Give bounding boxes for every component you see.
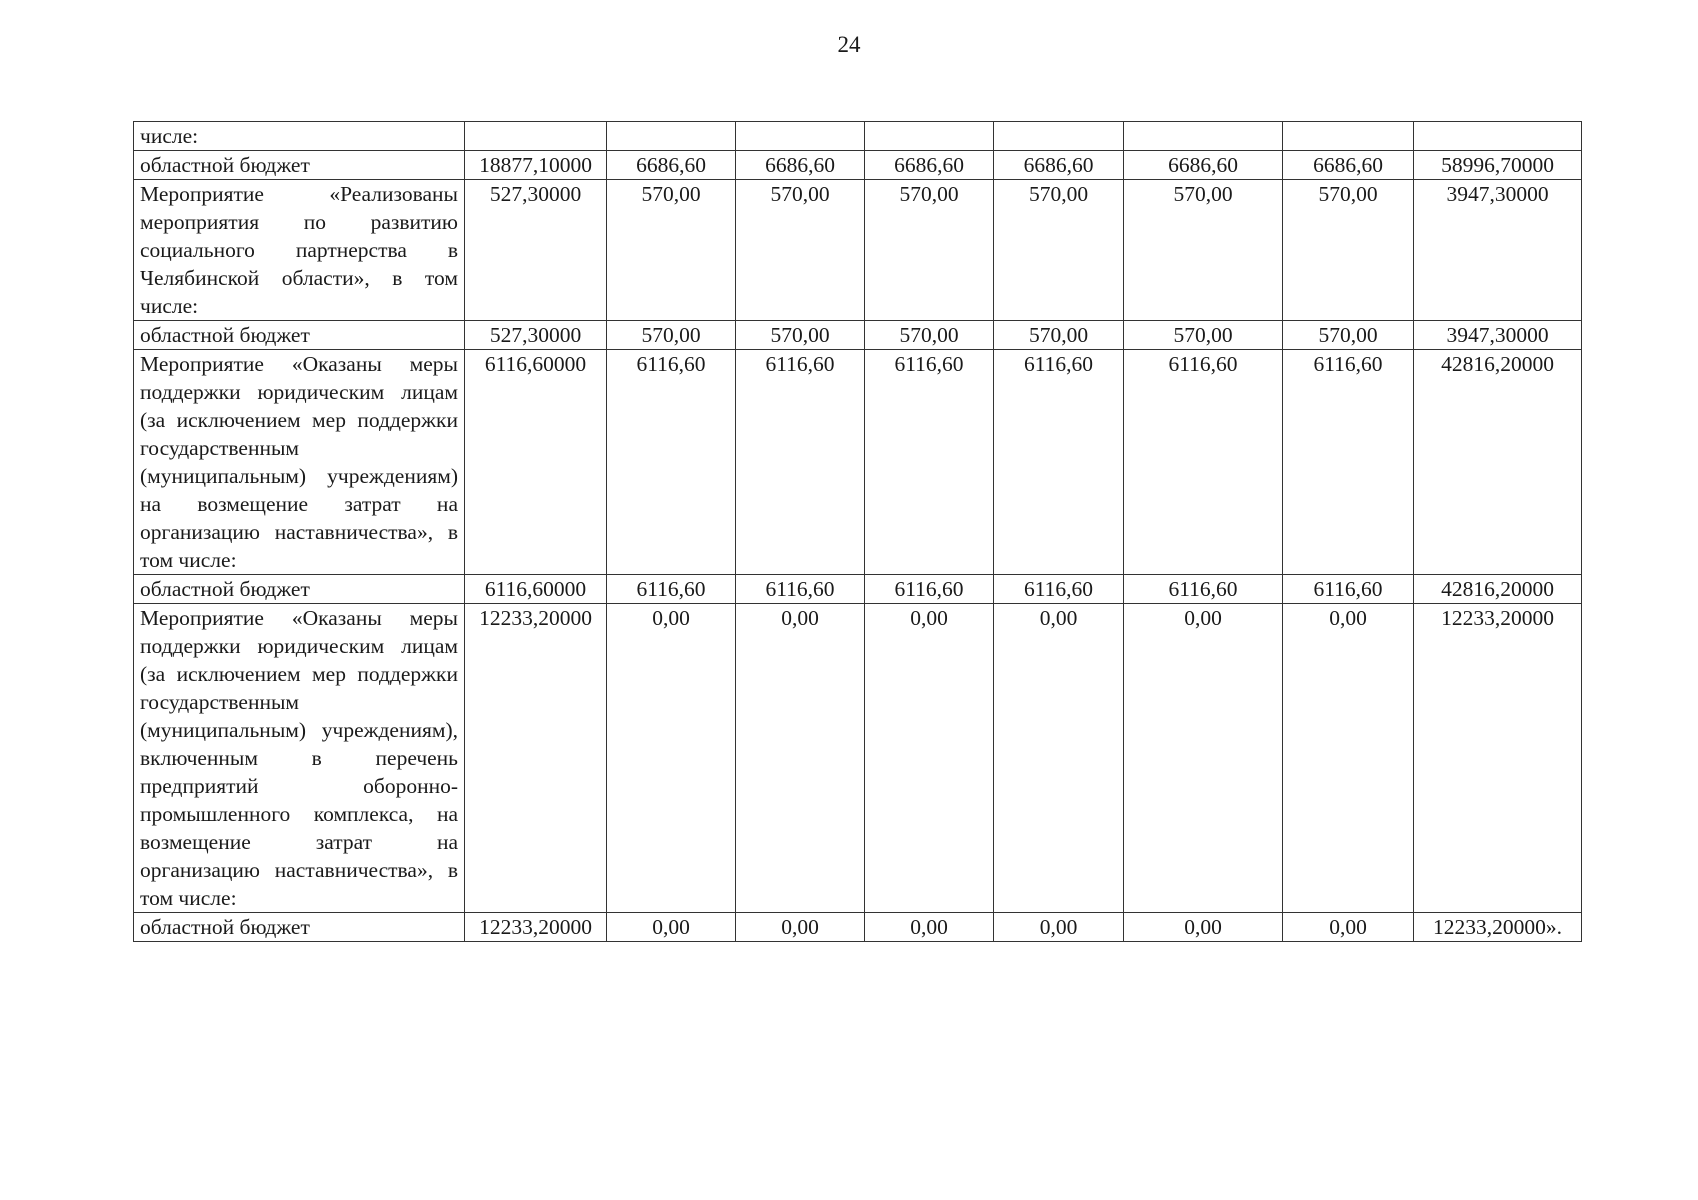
value-cell: [736, 122, 865, 151]
value-cell: 0,00: [736, 913, 865, 942]
value-cell: 0,00: [607, 604, 736, 913]
value-cell: 42816,20000: [1414, 575, 1582, 604]
page-number: 24: [837, 32, 861, 57]
value-cell: [1414, 122, 1582, 151]
value-cell: 42816,20000: [1414, 350, 1582, 575]
value-cell: 6116,60: [994, 350, 1124, 575]
table-row: [134, 913, 1582, 942]
value-cell: 6116,60: [736, 350, 865, 575]
row-label: областной бюджет: [134, 151, 465, 180]
value-cell: 570,00: [607, 321, 736, 350]
value-cell: [607, 122, 736, 151]
value-cell: 6116,60000: [465, 575, 607, 604]
value-cell: 6116,60: [1124, 350, 1283, 575]
value-cell: 570,00: [736, 321, 865, 350]
value-cell: 12233,20000: [465, 604, 607, 913]
value-cell: 58996,70000: [1414, 151, 1582, 180]
value-cell: 6686,60: [607, 151, 736, 180]
row-label: областной бюджет: [134, 321, 465, 350]
value-cell: 6116,60: [1283, 350, 1414, 575]
value-cell: 6686,60: [994, 151, 1124, 180]
value-cell: 527,30000: [465, 180, 607, 321]
value-cell: 0,00: [1283, 604, 1414, 913]
table-row: [134, 151, 1582, 180]
table-row: [134, 604, 1582, 913]
value-cell: 570,00: [1124, 321, 1283, 350]
table-row: [134, 321, 1582, 350]
value-cell: 0,00: [607, 913, 736, 942]
value-cell: [1124, 122, 1283, 151]
row-label: Мероприятие «Оказаны меры поддержки юридическим лицам (за исключением мер поддержки государственным (муниципальным) учреждениям) на возмещение затрат на организацию наставничества», в том числе:: [134, 350, 465, 575]
row-label: Мероприятие «Оказаны меры поддержки юридическим лицам (за исключением мер поддержки государственным (муниципальным) учреждениям), включенным в перечень предприятий оборонно-промышленного комплекса, на возмещение затрат на организацию наставничества», в том числе:: [134, 604, 465, 913]
value-cell: 0,00: [994, 913, 1124, 942]
value-cell: 570,00: [865, 321, 994, 350]
value-cell: [994, 122, 1124, 151]
value-cell: 527,30000: [465, 321, 607, 350]
value-cell: 0,00: [736, 604, 865, 913]
value-cell: 12233,20000».: [1414, 913, 1582, 942]
value-cell: 0,00: [1124, 913, 1283, 942]
value-cell: 6116,60: [865, 350, 994, 575]
value-cell: 570,00: [994, 180, 1124, 321]
table-row: [134, 180, 1582, 321]
table-row: [134, 350, 1582, 575]
value-cell: 570,00: [1283, 180, 1414, 321]
value-cell: 570,00: [736, 180, 865, 321]
value-cell: 12233,20000: [1414, 604, 1582, 913]
value-cell: 6116,60: [1124, 575, 1283, 604]
value-cell: 6116,60: [607, 350, 736, 575]
value-cell: 6686,60: [865, 151, 994, 180]
value-cell: [865, 122, 994, 151]
table-body: [134, 122, 1582, 942]
value-cell: 570,00: [607, 180, 736, 321]
value-cell: 6116,60: [865, 575, 994, 604]
value-cell: 12233,20000: [465, 913, 607, 942]
table-row: [134, 575, 1582, 604]
value-cell: 6116,60: [607, 575, 736, 604]
row-label: Мероприятие «Реализованы мероприятия по развитию социального партнерства в Челябинской области», в том числе:: [134, 180, 465, 321]
value-cell: 0,00: [1283, 913, 1414, 942]
value-cell: 6116,60: [736, 575, 865, 604]
row-label: областной бюджет: [134, 575, 465, 604]
value-cell: 6116,60: [994, 575, 1124, 604]
value-cell: 570,00: [1283, 321, 1414, 350]
row-label: областной бюджет: [134, 913, 465, 942]
row-label: числе:: [134, 122, 465, 151]
value-cell: 0,00: [865, 913, 994, 942]
value-cell: 0,00: [1124, 604, 1283, 913]
table-row: [134, 122, 1582, 151]
budget-table: [133, 121, 1582, 942]
value-cell: 6686,60: [736, 151, 865, 180]
value-cell: 3947,30000: [1414, 321, 1582, 350]
value-cell: 3947,30000: [1414, 180, 1582, 321]
value-cell: 570,00: [865, 180, 994, 321]
value-cell: 6686,60: [1124, 151, 1283, 180]
value-cell: 0,00: [994, 604, 1124, 913]
value-cell: 570,00: [1124, 180, 1283, 321]
value-cell: 6686,60: [1283, 151, 1414, 180]
value-cell: 6116,60: [1283, 575, 1414, 604]
value-cell: 0,00: [865, 604, 994, 913]
value-cell: 570,00: [994, 321, 1124, 350]
value-cell: 18877,10000: [465, 151, 607, 180]
value-cell: [465, 122, 607, 151]
value-cell: [1283, 122, 1414, 151]
value-cell: 6116,60000: [465, 350, 607, 575]
